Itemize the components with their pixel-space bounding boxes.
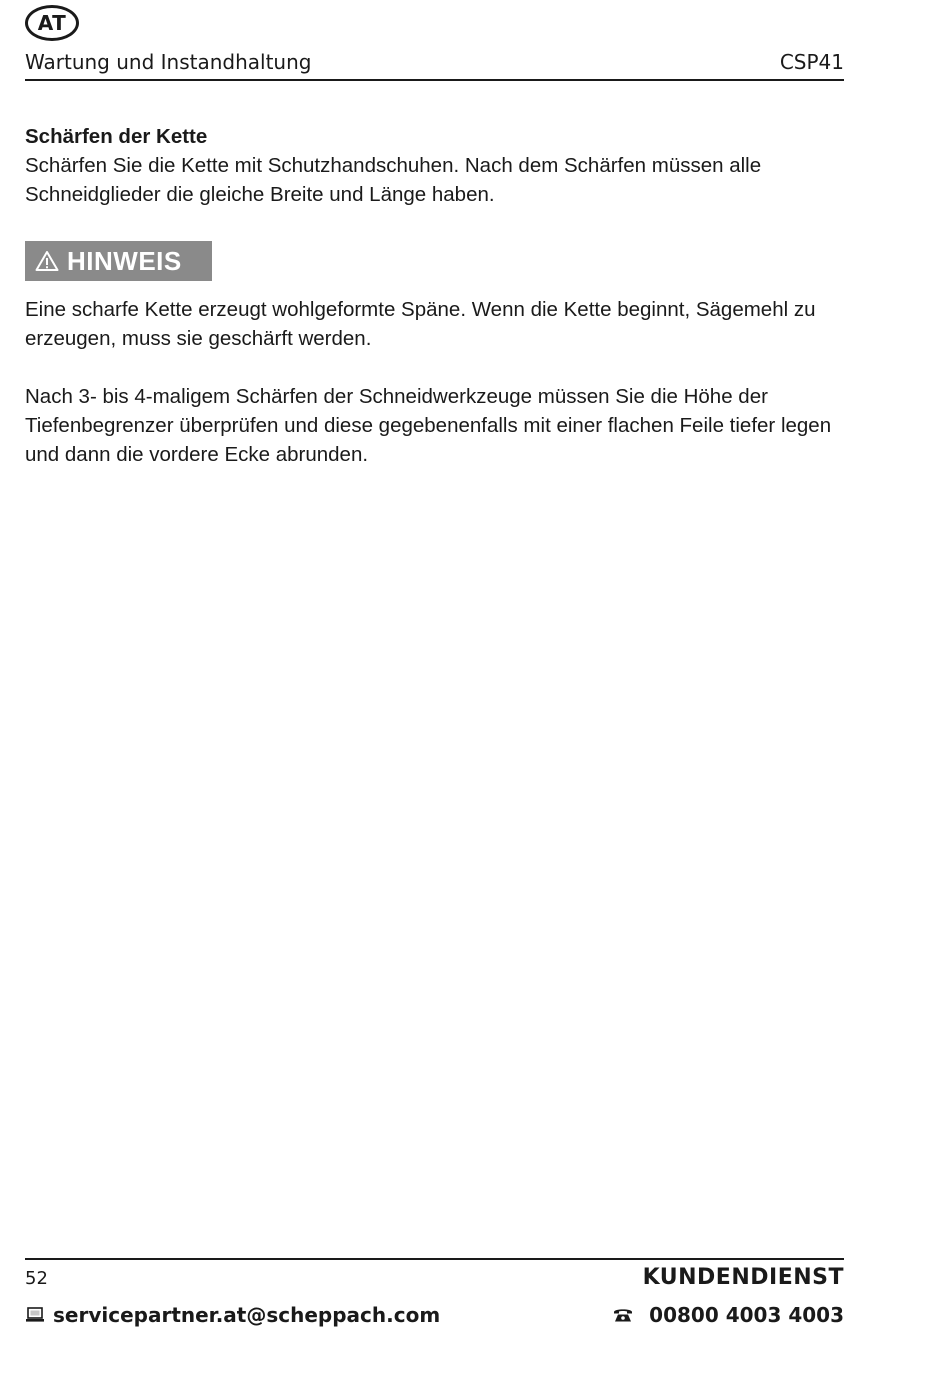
notice-banner bbox=[25, 241, 212, 281]
page-number: 52 bbox=[25, 1268, 48, 1289]
country-badge bbox=[25, 5, 79, 41]
email-contact bbox=[25, 1303, 440, 1327]
notice-paragraph: Eine scharfe Kette erzeugt wohlgeformte Späne. Wenn die Kette beginnt, Sägemehl zu erzeugen, muss sie geschärft werden. bbox=[25, 298, 816, 350]
depth-gauge-paragraph: Nach 3- bis 4-maligem Schärfen der Schneidwerkzeuge müssen Sie die Höhe der Tiefenbegrenzer überprüfen und diese gegebenenfalls mit einer flachen Feile tiefer legen und dann die vordere Ecke abrunden. bbox=[25, 385, 832, 466]
intro-paragraph: Schärfen Sie die Kette mit Schutzhandschuhen. Nach dem Schärfen müssen alle Schneidglieder die gleiche Breite und Länge haben. bbox=[25, 154, 762, 206]
main-content bbox=[25, 122, 855, 469]
model-name: CSP41 bbox=[779, 50, 844, 74]
footer-divider bbox=[25, 1258, 844, 1260]
phone-number[interactable]: 00800 4003 4003 bbox=[649, 1303, 844, 1327]
section-heading: Schärfen der Kette bbox=[25, 125, 208, 148]
notice-label: HINWEIS bbox=[67, 245, 182, 276]
country-code: AT bbox=[37, 11, 67, 35]
header-divider bbox=[25, 79, 844, 81]
section-title: Wartung und Instandhaltung bbox=[25, 50, 312, 74]
warning-triangle-icon bbox=[35, 250, 59, 272]
laptop-icon bbox=[25, 1307, 45, 1323]
email-address[interactable]: servicepartner.at@scheppach.com bbox=[53, 1303, 441, 1327]
phone-contact bbox=[613, 1303, 844, 1327]
service-title: KUNDENDIENST bbox=[642, 1265, 844, 1290]
telephone-icon bbox=[613, 1307, 633, 1323]
